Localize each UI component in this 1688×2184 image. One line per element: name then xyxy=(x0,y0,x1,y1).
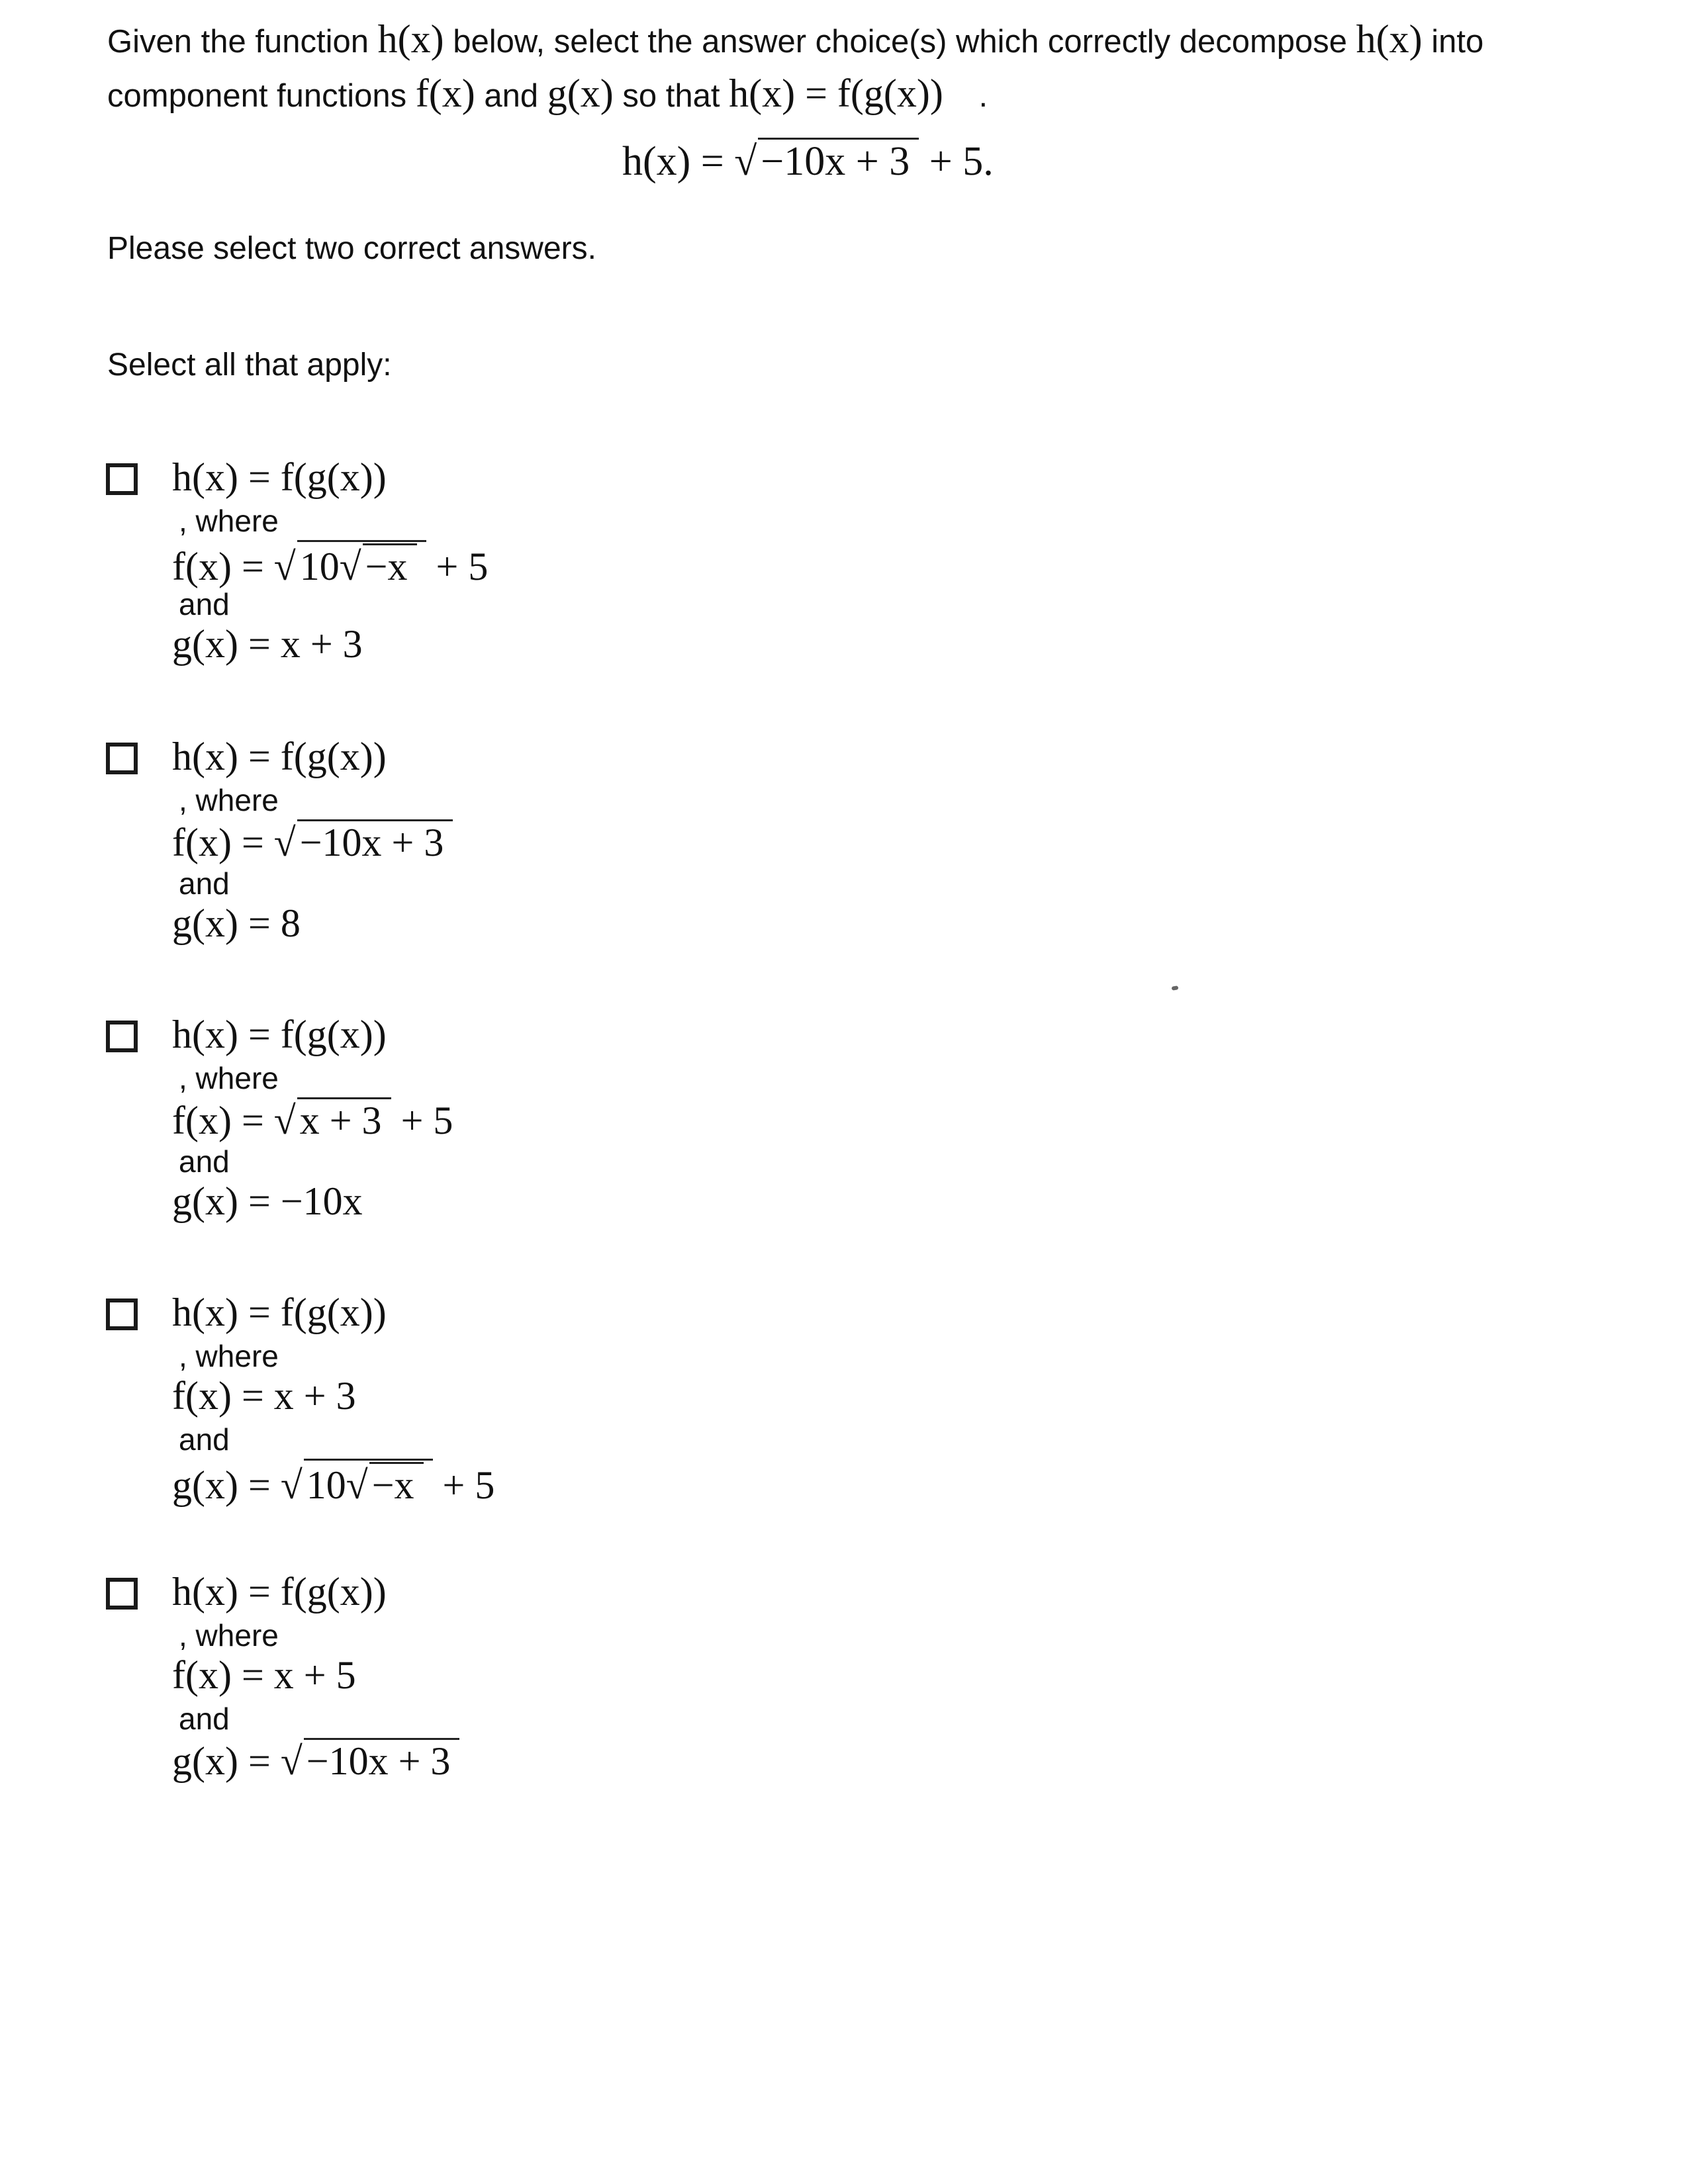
g-lhs: g(x) = xyxy=(172,901,271,945)
intro-text: below, select the answer choice(s) which correctly decompose xyxy=(453,24,1348,60)
and-word: and xyxy=(179,1422,230,1457)
where-word: , where xyxy=(179,783,279,817)
intro-text: into xyxy=(1431,24,1484,60)
g-tail: + 5 xyxy=(442,1463,495,1507)
g-value: 8 xyxy=(280,901,301,945)
radicand: −10x + 3 xyxy=(304,1738,460,1781)
f-lhs: f(x) = xyxy=(172,821,264,864)
sqrt-icon: √ −10x + 3 xyxy=(281,1738,460,1782)
intro-math-h: h(x) xyxy=(377,17,444,61)
sqrt-icon: √ −x xyxy=(340,543,417,586)
given-lhs: h(x) = xyxy=(622,139,724,184)
radicand-part: 10 xyxy=(299,545,340,588)
radicand-part: 10 xyxy=(306,1463,346,1507)
intro-math-composition: h(x) = f(g(x)) xyxy=(729,71,943,115)
choice-g-definition xyxy=(172,1738,459,1782)
intro-text: and xyxy=(484,78,539,114)
g-value: x + 3 xyxy=(280,622,363,666)
where-word: , where xyxy=(179,504,279,538)
and-word: and xyxy=(179,1144,230,1179)
intro-math-h: h(x) xyxy=(1356,17,1423,61)
where-word: , where xyxy=(179,1339,279,1373)
g-lhs: g(x) = xyxy=(172,1463,271,1507)
choice-g-definition xyxy=(172,1459,495,1507)
f-value: x + 5 xyxy=(273,1653,356,1697)
answer-choice-1[interactable] xyxy=(106,457,900,675)
f-value: x + 3 xyxy=(273,1374,356,1418)
checkbox-4[interactable] xyxy=(106,1298,138,1330)
answer-choice-3[interactable] xyxy=(106,1014,900,1232)
radicand: −10x + 3 xyxy=(297,819,453,862)
sqrt-icon: √ x + 3 xyxy=(274,1097,391,1141)
sqrt-icon: √−10x + 3 xyxy=(734,138,919,185)
choice-g-definition xyxy=(172,623,488,667)
answer-choice-2[interactable] xyxy=(106,736,900,954)
choice-g-definition xyxy=(172,1181,453,1224)
g-lhs: g(x) = xyxy=(172,1739,271,1783)
select-all-label: Select all that apply: xyxy=(107,347,392,383)
question-intro xyxy=(107,13,1564,122)
given-tail: + 5. xyxy=(929,139,994,184)
checkbox-3[interactable] xyxy=(106,1021,138,1052)
choice-f-definition xyxy=(172,1097,453,1141)
f-lhs: f(x) = xyxy=(172,1099,264,1142)
choice-head: h(x) = f(g(x)) xyxy=(172,1291,387,1334)
checkbox-1[interactable] xyxy=(106,463,138,495)
scan-speck xyxy=(1172,985,1179,991)
and-word: and xyxy=(179,866,230,901)
intro-text: component functions xyxy=(107,78,407,114)
sqrt-icon: √ −x xyxy=(346,1462,424,1505)
intro-text: . xyxy=(978,78,988,114)
f-lhs: f(x) = xyxy=(172,1374,264,1418)
answer-choice-4[interactable] xyxy=(106,1292,900,1510)
given-radicand: −10x + 3 xyxy=(758,138,919,182)
g-value: −10x xyxy=(280,1179,363,1223)
choice-f-definition xyxy=(172,1375,494,1419)
intro-math-g: g(x) xyxy=(547,71,614,115)
choice-f-definition xyxy=(172,1655,459,1698)
choice-head: h(x) = f(g(x)) xyxy=(172,455,387,499)
instruction-text: Please select two correct answers. xyxy=(107,231,596,266)
f-lhs: f(x) = xyxy=(172,1653,264,1697)
f-lhs: f(x) = xyxy=(172,545,264,588)
radicand: x + 3 xyxy=(297,1097,391,1140)
radicand-part: −x xyxy=(363,543,417,586)
checkbox-2[interactable] xyxy=(106,743,138,774)
choice-head: h(x) = f(g(x)) xyxy=(172,735,387,778)
and-word: and xyxy=(179,587,230,621)
answer-choice-5[interactable] xyxy=(106,1571,900,1790)
intro-text: so that xyxy=(622,78,720,114)
where-word: , where xyxy=(179,1618,279,1653)
given-function xyxy=(622,138,994,185)
choice-g-definition xyxy=(172,903,453,946)
f-tail: + 5 xyxy=(400,1099,453,1142)
g-lhs: g(x) = xyxy=(172,1179,271,1223)
f-tail: + 5 xyxy=(436,545,489,588)
sqrt-icon: √ 10√ −x xyxy=(274,540,426,587)
intro-text: Given the function xyxy=(107,24,369,60)
choice-f-definition xyxy=(172,819,453,863)
sqrt-icon: √ 10√ −x xyxy=(281,1459,433,1506)
choice-f-definition xyxy=(172,540,489,588)
choice-head: h(x) = f(g(x)) xyxy=(172,1570,387,1614)
radicand xyxy=(304,1459,433,1505)
sqrt-icon: √ −10x + 3 xyxy=(274,819,453,863)
radicand-part: −x xyxy=(369,1462,424,1505)
choice-head: h(x) = f(g(x)) xyxy=(172,1013,387,1056)
radicand xyxy=(297,540,426,586)
checkbox-5[interactable] xyxy=(106,1578,138,1610)
g-lhs: g(x) = xyxy=(172,622,271,666)
and-word: and xyxy=(179,1702,230,1736)
where-word: , where xyxy=(179,1061,279,1095)
intro-math-f: f(x) xyxy=(415,71,475,115)
